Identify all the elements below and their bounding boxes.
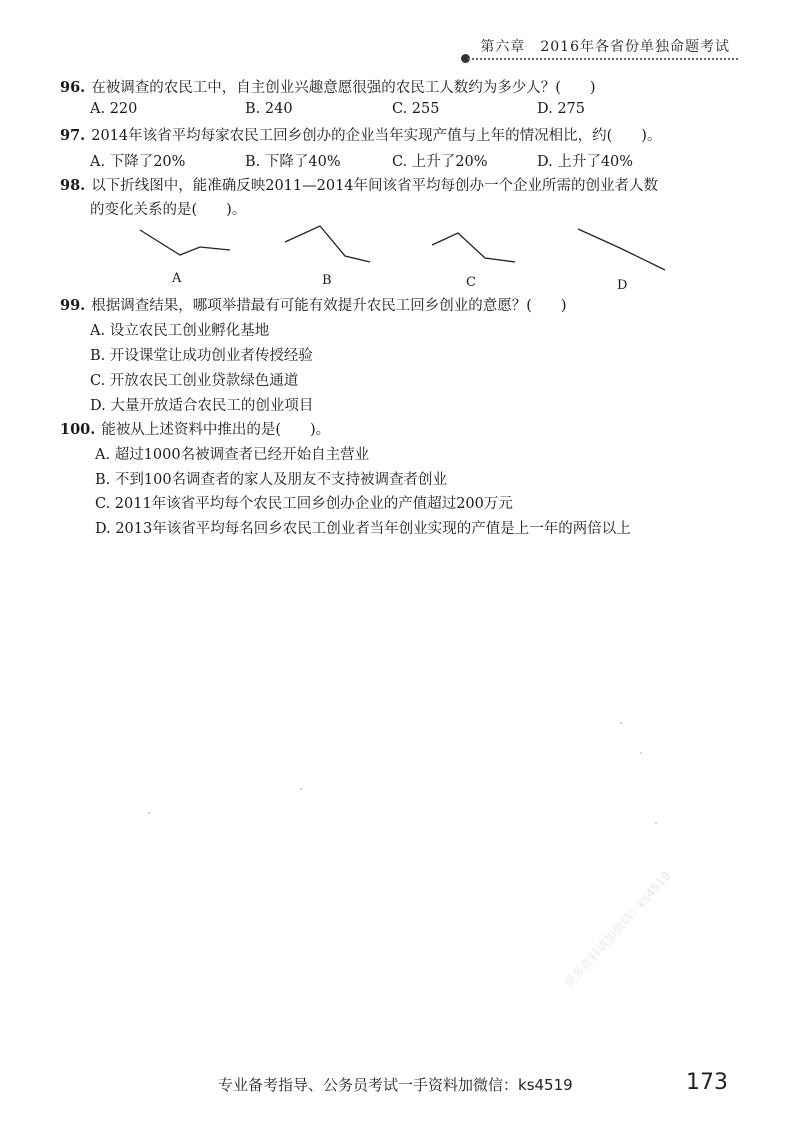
question-stem: 能被从上述资料中推出的是( )。: [101, 422, 331, 438]
question-98: [60, 174, 658, 195]
option-c: C. 2011年该省平均每个农民工回乡创办企业的产值超过200万元: [95, 496, 513, 512]
question-96: [60, 76, 596, 97]
scan-speck: [148, 812, 150, 814]
footer-contact-text: 专业备考指导、公务员考试一手资料加微信：ks4519: [218, 1076, 573, 1094]
line-graph-c: [432, 233, 515, 262]
figure-label-b: B: [322, 273, 332, 288]
question-number: 99.: [60, 297, 86, 314]
page-header-title: 第六章 2016年各省份单独命题考试: [480, 39, 730, 55]
question-number: 100.: [60, 421, 96, 438]
option-a: A. 超过1000名被调查者已经开始自主营业: [95, 447, 370, 463]
option-b: B. 240: [245, 101, 293, 117]
question-stem: 在被调查的农民工中，自主创业兴趣意愿很强的农民工人数约为多少人？( ): [91, 80, 596, 96]
option-a: A. 下降了20%: [90, 154, 186, 170]
option-c: C. 上升了20%: [392, 154, 488, 170]
option-b: B. 开设课堂让成功创业者传授经验: [90, 348, 313, 364]
line-graph-a: [140, 230, 230, 255]
question-stem-line-1: 以下折线图中，能准确反映2011—2014年间该省平均每创办一个企业所需的创业者人数: [91, 178, 659, 194]
option-d: D. 上升了40%: [537, 154, 634, 170]
scan-speck: [300, 788, 302, 790]
question-97: [60, 124, 661, 145]
option-b: B. 不到100名调查者的家人及朋友不支持被调查者创业: [95, 472, 448, 488]
question-number: 98.: [60, 177, 86, 194]
watermark: 更多资料请加微信：ks4519: [561, 868, 674, 991]
options-96: [90, 101, 690, 121]
option-c: C. 255: [392, 101, 440, 117]
option-a: A. 设立农民工创业孵化基地: [90, 323, 270, 339]
question-100: [60, 418, 330, 439]
scan-speck: [640, 752, 642, 754]
question-stem: 根据调查结果，哪项举措最有可能有效提升农民工回乡创业的意愿？( ): [91, 298, 567, 314]
option-d: D. 2013年该省平均每名回乡农民工创业者当年创业实现的产值是上一年的两倍以上: [95, 521, 631, 537]
page-number: 173: [686, 1070, 728, 1095]
line-graph-d: [578, 229, 665, 270]
option-b: B. 下降了40%: [245, 154, 341, 170]
line-graph-options: [120, 220, 680, 300]
question-99: [60, 294, 567, 315]
scan-speck: [620, 722, 622, 724]
question-stem-line-2: 的变化关系的是( )。: [90, 202, 247, 218]
option-d: D. 大量开放适合农民工的创业项目: [90, 398, 314, 414]
figure-label-d: D: [617, 278, 628, 293]
figure-label-c: C: [466, 275, 476, 290]
options-97: [90, 150, 690, 170]
question-98-continued: [90, 198, 246, 219]
option-c: C. 开放农民工创业贷款绿色通道: [90, 373, 299, 389]
question-stem: 2014年该省平均每家农民工回乡创办的企业当年实现产值与上年的情况相比，约( )。: [91, 128, 662, 144]
header-dotted-rule: [468, 58, 738, 60]
scan-speck: [655, 822, 657, 824]
question-number: 96.: [60, 79, 86, 96]
line-graph-b: [285, 226, 370, 262]
option-d: D. 275: [537, 101, 586, 117]
question-number: 97.: [60, 127, 86, 144]
figure-label-a: A: [172, 271, 182, 286]
option-a: A. 220: [90, 101, 138, 117]
